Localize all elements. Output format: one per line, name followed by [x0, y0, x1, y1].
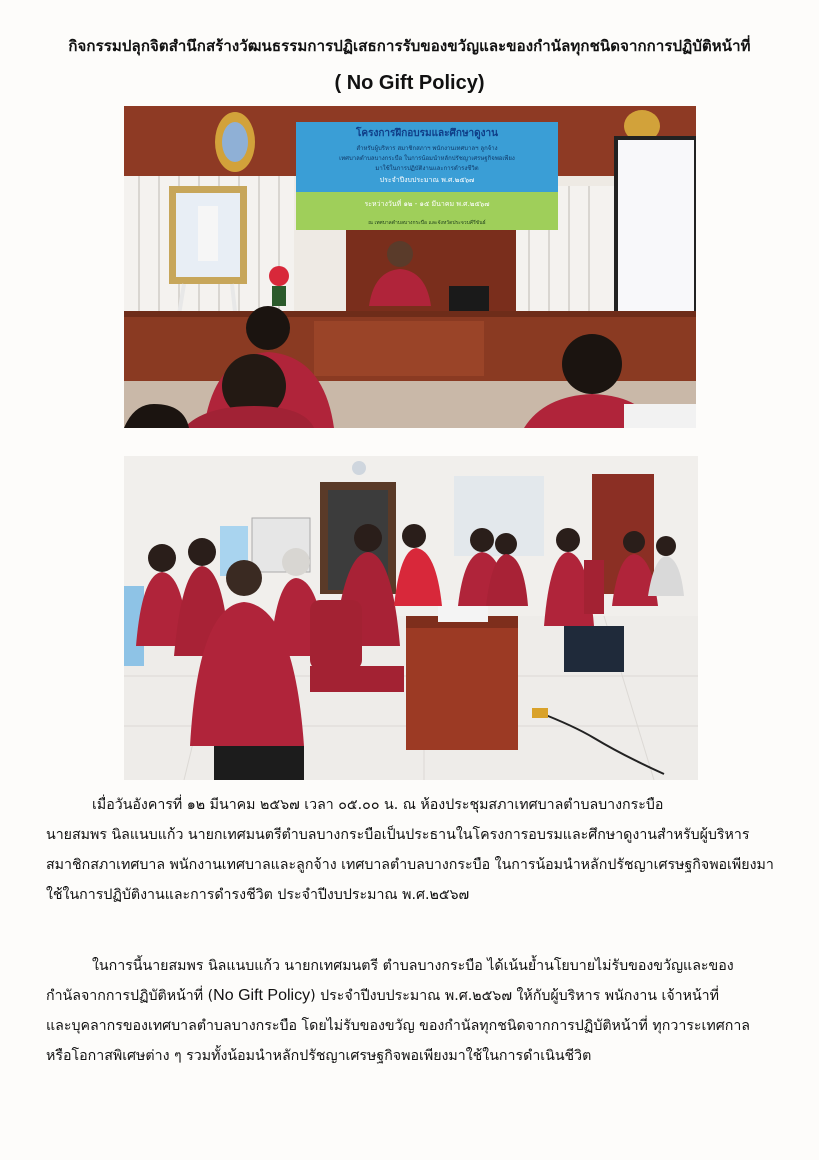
banner-line-3: มาใช้ในการปฏิบัติงานและการดำรงชีวิต — [375, 165, 479, 172]
paragraph-1-line-3: สมาชิกสภาเทศบาล พนักงานเทศบาลและลูกจ้าง เทศบาลตำบลบางกระบือ ในการน้อมนำหลักปรัชญาเศรษฐกิจพอเพียงมา — [46, 857, 774, 873]
banner-line-2: เทศบาลตำบลบางกระบือ ในการน้อมนำหลักปรัชญาเศรษฐกิจพอเพียง — [339, 155, 515, 162]
paragraph-2-line-2-start: กำนัลจากการปฏิบัติหน้าที่ ( — [46, 988, 214, 1004]
no-gift-policy-term: No Gift Policy — [213, 987, 311, 1004]
meeting-room-photo — [124, 106, 696, 428]
document-title: กิจกรรมปลุกจิตสำนึกสร้างวัฒนธรรมการปฏิเสธการรับของขวัญและของกำนัลทุกชนิดจากการปฏิบัติหน้าที่ — [68, 37, 751, 55]
paragraph-1-line-2: นายสมพร นิลแนบแก้ว นายกเทศมนตรีตำบลบางกระบือเป็นประธานในโครงการอบรมและศึกษาดูงานสำหรับผู้บริหาร — [46, 827, 750, 843]
banner-title: โครงการฝึกอบรมและศึกษาดูงาน — [356, 128, 498, 139]
paragraph-2-line-1: ในการนี้นายสมพร นิลแนบแก้ว นายกเทศมนตรี ตำบลบางกระบือ ได้เน้นย้ำนโยบายไม่รับของขวัญและของ — [92, 958, 734, 974]
paragraph-1-line-1: เมื่อวันอังคารที่ ๑๒ มีนาคม ๒๕๖๗ เวลา ๐๕.๐๐ น. ณ ห้องประชุมสภาเทศบาลตำบลบางกระบือ — [92, 797, 664, 813]
banner-line-4: ประจำปีงบประมาณ พ.ศ.๒๕๖๗ — [379, 176, 475, 184]
paragraph-2-line-4: หรือโอกาสพิเศษต่าง ๆ รวมทั้งน้อมนำหลักปรัชญาเศรษฐกิจพอเพียงมาใช้ในการดำเนินชีวิต — [46, 1048, 592, 1064]
document-subtitle: ( No Gift Policy) — [334, 72, 485, 94]
paragraph-2 — [46, 951, 776, 1071]
paragraph-1-line-4: ใช้ในการปฏิบัติงานและการดำรงชีวิต ประจำปีงบประมาณ พ.ศ.๒๕๖๗ — [46, 887, 470, 903]
paragraph-1 — [46, 790, 776, 910]
paragraph-2-line-3: และบุคลากรของเทศบาลตำบลบางกระบือ โดยไม่รับของขวัญ ของกำนัลทุกชนิดจากการปฏิบัติหน้าที่ ทุกวาระเทศกาล — [46, 1018, 750, 1034]
paragraph-2-line-2-end: ) ประจำปีงบประมาณ พ.ศ.๒๕๖๗ ให้กับผู้บริหาร พนักงาน เจ้าหน้าที่ — [310, 988, 719, 1004]
banner-venue: ณ เทศบาลตำบลบางกระบือ และจังหวัดประจวบคีรีขันธ์ — [368, 220, 486, 226]
audience-photo — [124, 456, 698, 780]
banner-line-1: สำหรับผู้บริหาร สมาชิกสภาฯ พนักงานเทศบาลฯ ลูกจ้าง — [356, 145, 498, 152]
paragraph-2-line-2 — [46, 981, 776, 1011]
banner-date: ระหว่างวันที่ ๑๒ - ๑๕ มีนาคม พ.ศ.๒๕๖๗ — [364, 200, 490, 208]
